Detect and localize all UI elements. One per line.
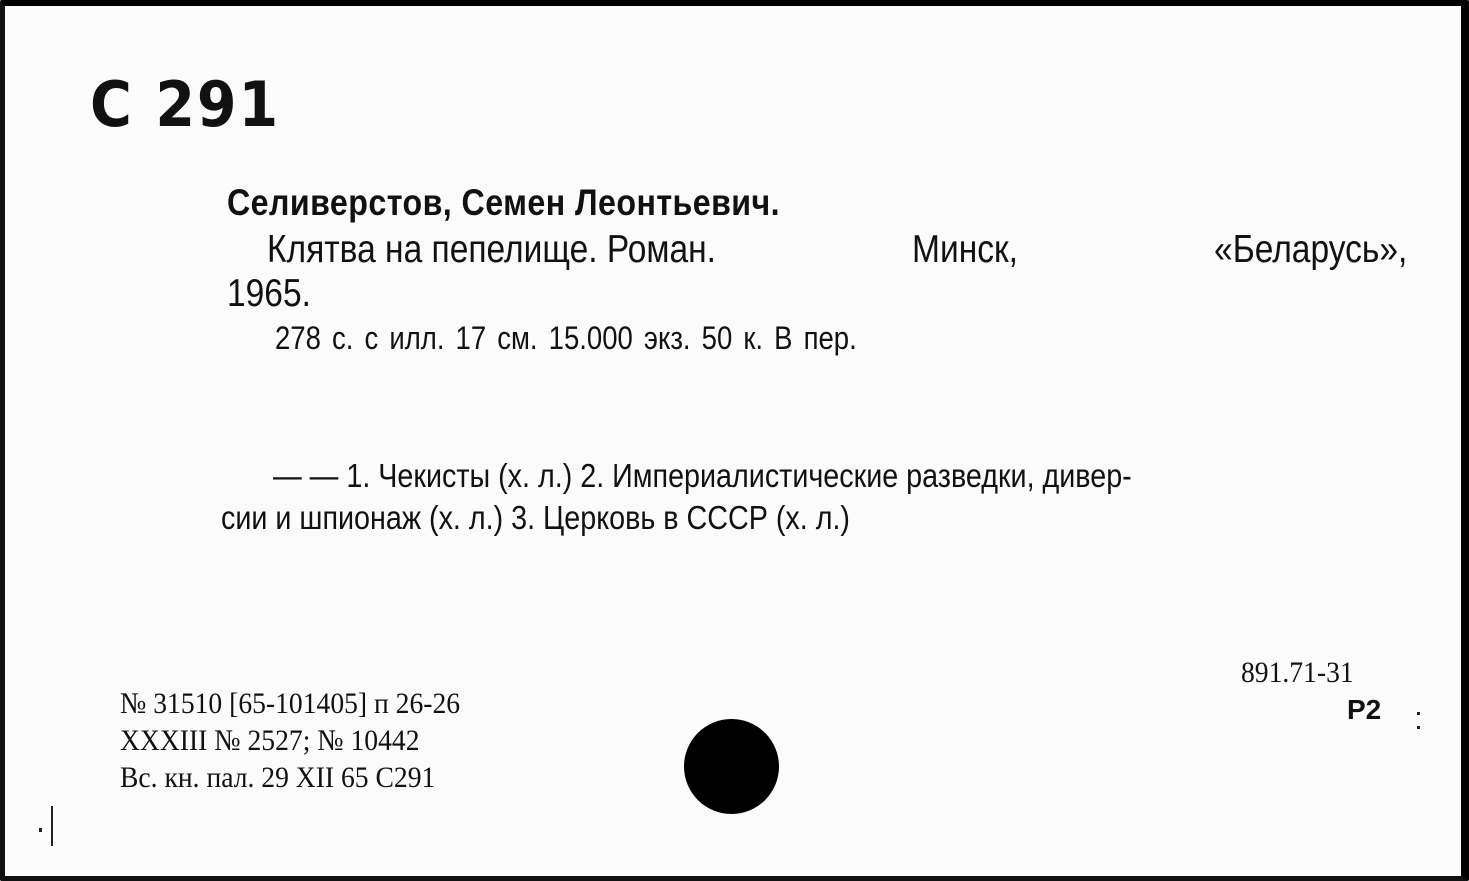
punch-hole bbox=[684, 719, 779, 814]
classification-number: 891.71-31 bbox=[1241, 656, 1354, 689]
footer-line-2: XXXIII № 2527; № 10442 bbox=[120, 724, 420, 757]
footer-line-1: № 31510 [65-101405] п 26-26 bbox=[120, 687, 461, 720]
author-heading: Селиверстов, Семен Леонтьевич. bbox=[227, 182, 781, 223]
scan-speck bbox=[1417, 726, 1420, 729]
collation: 278 с. с илл. 17 см. 15.000 экз. 50 к. В пер. bbox=[275, 320, 857, 356]
title-line bbox=[267, 228, 1407, 272]
footer-line-3: Вс. кн. пал. 29 XII 65 С291 bbox=[120, 761, 436, 794]
scan-mark bbox=[51, 806, 53, 846]
subjects-line-2: сии и шпионаж (х. л.) 3. Церковь в СССР (х. л.) bbox=[221, 499, 850, 536]
call-number: С 291 bbox=[90, 68, 280, 141]
subjects-line-1: — — 1. Чекисты (х. л.) 2. Империалистические разведки, дивер- bbox=[273, 457, 1132, 494]
author-mark: Р2 bbox=[1347, 694, 1382, 725]
book-title: Клятва на пепелище. Роман. bbox=[267, 228, 716, 271]
publication-place: Минск, bbox=[912, 228, 1018, 271]
publication-year: 1965. bbox=[227, 272, 311, 315]
publisher: «Беларусь», bbox=[1214, 228, 1408, 271]
scan-speck bbox=[1417, 712, 1420, 715]
scan-speck bbox=[39, 828, 42, 832]
